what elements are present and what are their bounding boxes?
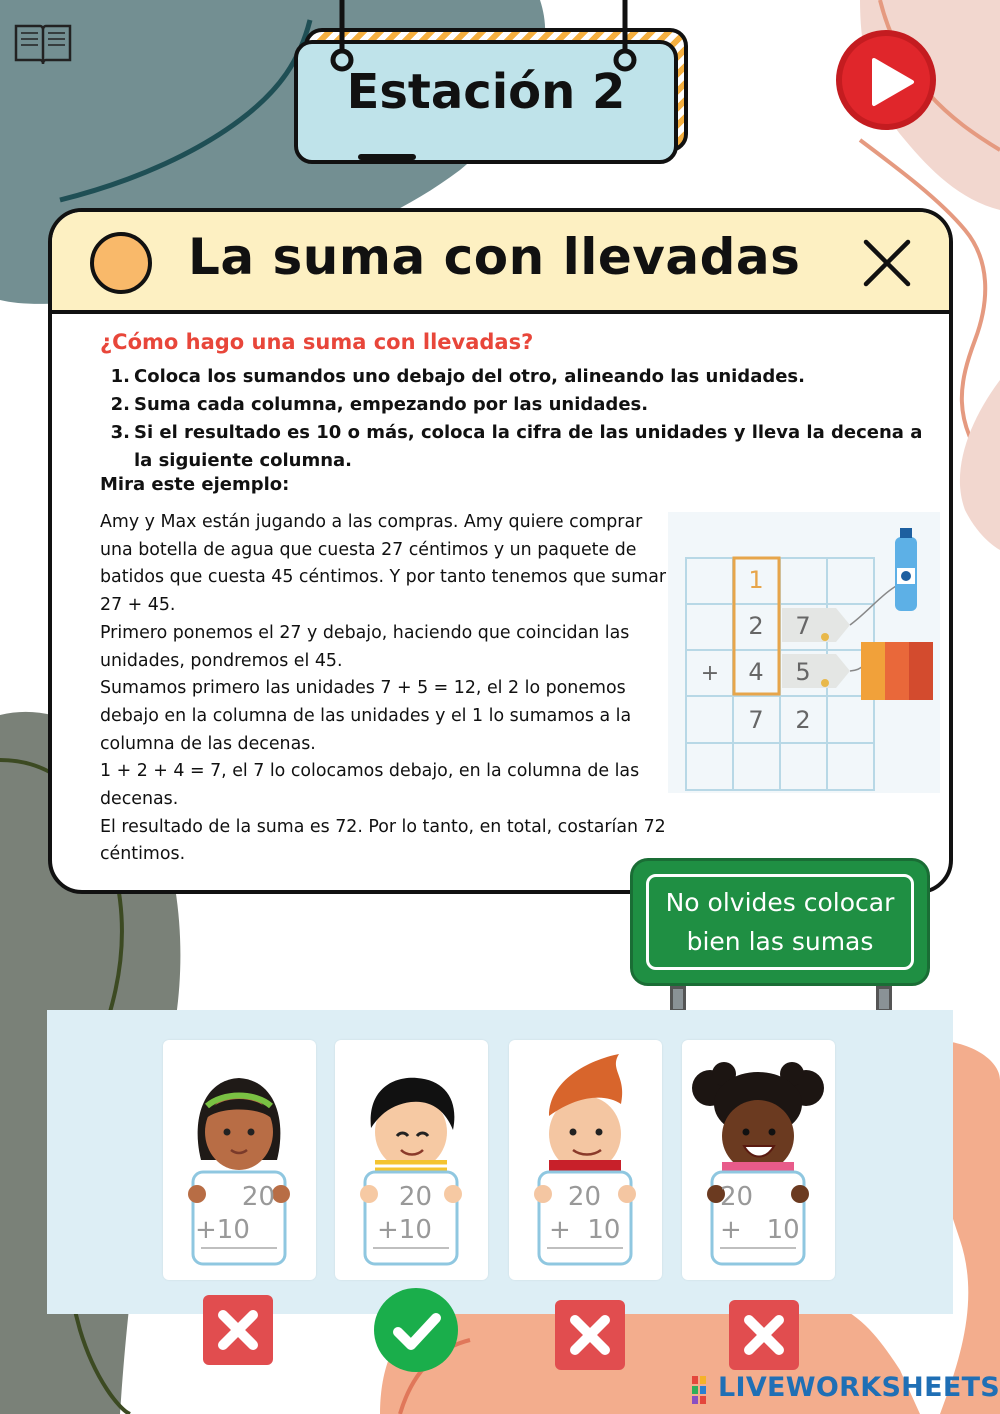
example-story xyxy=(100,509,672,869)
step-number: 3. xyxy=(110,422,130,443)
kid-sum-bottom: +10 xyxy=(377,1215,432,1245)
kid-sum-top: 20 xyxy=(567,1182,601,1212)
story-paragraph: Sumamos primero las unidades 7 + 5 = 12, el 2 lo ponemos debajo en la columna de las unidades y el 1 lo sumamos a la columna de las decenas. xyxy=(100,678,632,754)
list-item xyxy=(100,419,940,475)
play-button[interactable] xyxy=(836,30,936,130)
x-icon xyxy=(203,1295,273,1365)
list-item xyxy=(100,363,940,391)
grid-carry: 1 xyxy=(748,566,764,594)
x-icon xyxy=(729,1300,799,1370)
station-sign xyxy=(290,0,690,170)
brand-name: LIVEWORKSHEETS xyxy=(718,1372,1000,1403)
grid-result: 2 xyxy=(795,706,811,734)
x-icon xyxy=(555,1300,625,1370)
reminder-text xyxy=(633,883,927,961)
wrong-answer-button[interactable] xyxy=(729,1300,799,1370)
grid-cell: 5 xyxy=(795,658,811,686)
circle-icon xyxy=(90,232,152,294)
grid-result: 7 xyxy=(748,706,764,734)
kid-option-card[interactable] xyxy=(682,1040,835,1280)
liveworksheets-logo[interactable] xyxy=(690,1372,1000,1408)
step-text: Si el resultado es 10 o más, coloca la cifra de las unidades y lleva la decena a la siguiente columna. xyxy=(134,422,923,471)
story-paragraph: El resultado de la suma es 72. Por lo tanto, en total, costarían 72 céntimos. xyxy=(100,816,666,865)
wrong-answer-button[interactable] xyxy=(555,1300,625,1370)
grid-cell: 7 xyxy=(795,612,811,640)
kid-option-card[interactable] xyxy=(163,1040,316,1280)
grid-cell: 2 xyxy=(748,612,764,640)
kid-sum-top: 20 xyxy=(720,1182,754,1212)
sign-dash xyxy=(358,154,416,160)
question-heading: ¿Cómo hago una suma con llevadas? xyxy=(100,330,534,354)
story-paragraph: Amy y Max están jugando a las compras. Amy quiere comprar una botella de agua que cuesta 27 céntimos y un paquete de batidos que cuesta 45 céntimos. Y por tanto tenemos que sumar 27 + 45. xyxy=(100,512,667,616)
reminder-line: No olvides colocar xyxy=(665,888,895,917)
addition-grid xyxy=(668,512,940,793)
list-item xyxy=(100,391,940,419)
kid-sum-top: 20 xyxy=(398,1182,432,1212)
step-number: 2. xyxy=(110,394,130,415)
kid-option-card[interactable] xyxy=(509,1040,662,1280)
play-icon xyxy=(866,56,918,108)
correct-answer-button[interactable] xyxy=(374,1288,458,1372)
kid-sum-bottom: + 10 xyxy=(549,1215,621,1245)
grid-operator: + xyxy=(700,661,720,686)
card-header xyxy=(52,212,949,314)
card-title: La suma con llevadas xyxy=(188,228,801,286)
kid-sum-top: 20 xyxy=(241,1182,275,1212)
kid-sum-bottom: + 10 xyxy=(720,1215,800,1245)
story-paragraph: Primero ponemos el 27 y debajo, haciendo que coincidan las unidades, pondremos el 45. xyxy=(100,622,630,671)
step-text: Coloca los sumandos uno debajo del otro, alineando las unidades. xyxy=(134,366,805,387)
kid-option-card[interactable] xyxy=(335,1040,488,1280)
step-text: Suma cada columna, empezando por las unidades. xyxy=(134,394,649,415)
reminder-sign xyxy=(630,858,930,986)
reminder-line: bien las sumas xyxy=(686,927,874,956)
check-icon xyxy=(374,1288,458,1372)
wrong-answer-button[interactable] xyxy=(203,1295,273,1365)
kid-sum-bottom: +10 xyxy=(195,1215,250,1245)
step-number: 1. xyxy=(110,366,130,387)
story-paragraph: 1 + 2 + 4 = 7, el 7 lo colocamos debajo, en la columna de las decenas. xyxy=(100,761,640,810)
logo-mark-icon xyxy=(690,1374,716,1406)
sign-dash xyxy=(438,154,538,160)
grid-cell: 4 xyxy=(748,658,764,686)
book-icon[interactable] xyxy=(12,20,74,66)
sign-pole xyxy=(876,986,892,1012)
sign-pole xyxy=(670,986,686,1012)
example-label: Mira este ejemplo: xyxy=(100,474,290,495)
station-title: Estación 2 xyxy=(346,64,626,120)
steps-list xyxy=(100,363,940,475)
close-icon[interactable] xyxy=(862,238,912,288)
